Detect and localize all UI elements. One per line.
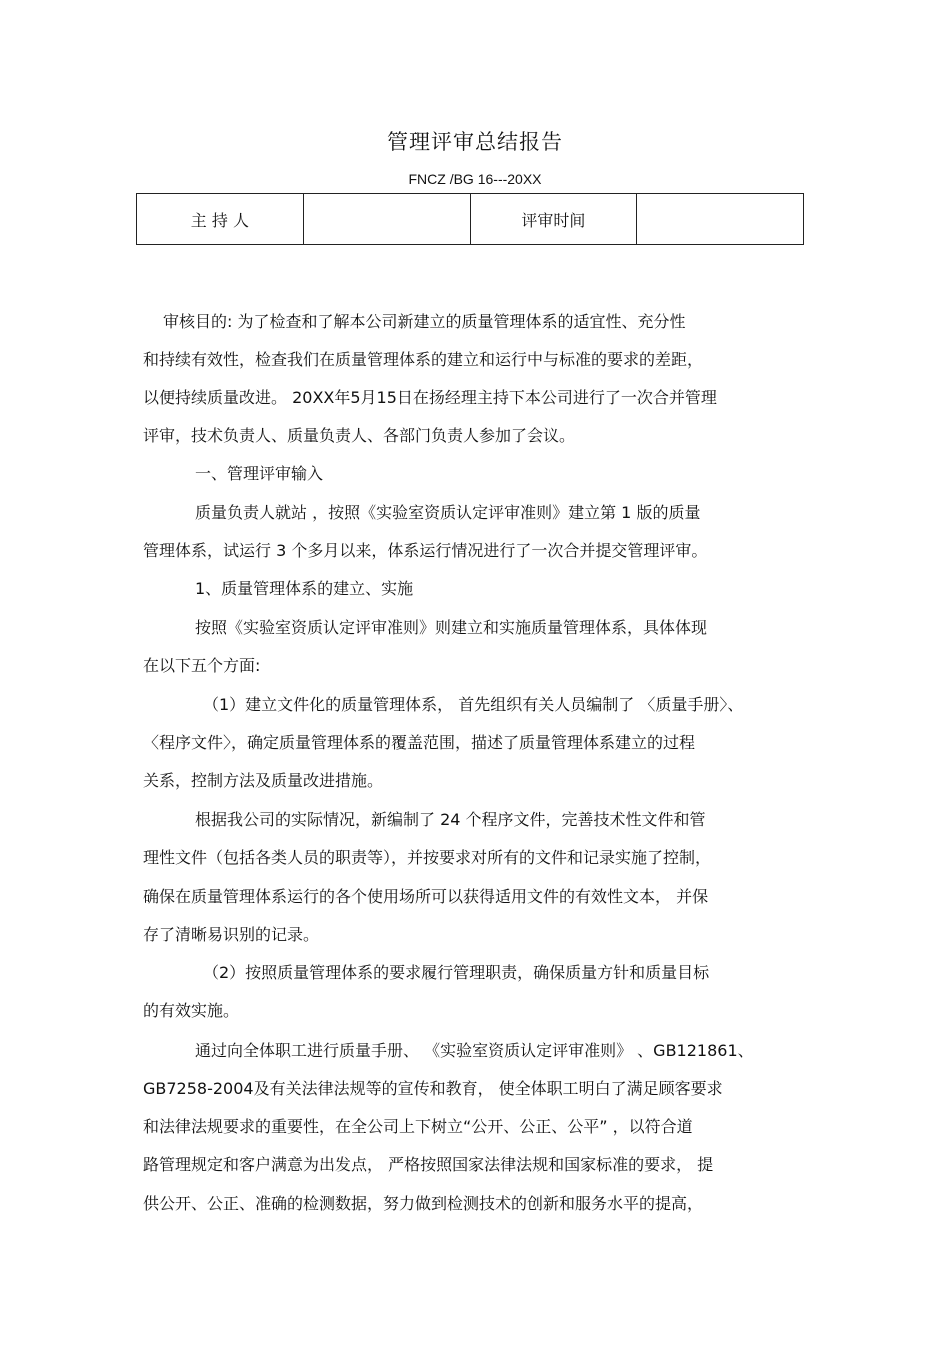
body-line: 确保在质量管理体系运行的各个使用场所可以获得适用文件的有效性文本， 并保 [143, 887, 709, 906]
body-line: （1）建立文件化的质量管理体系， 首先组织有关人员编制了 〈质量手册〉、 [203, 695, 744, 714]
host-label: 主 持 人 [137, 194, 304, 245]
body-line: 通过向全体职工进行质量手册、 《实验室资质认定评审准则》 、GB121861、 [195, 1041, 754, 1060]
host-value-cell [303, 194, 470, 245]
body-line: （2）按照质量管理体系的要求履行管理职责，确保质量方针和质量目标 [203, 963, 710, 982]
body-line: 理性文件（包括各类人员的职责等），并按要求对所有的文件和记录实施了控制， [143, 848, 712, 867]
body-line: 评审，技术负责人、质量负责人、各部门负责人参加了会议。 [143, 426, 576, 445]
body-line: 的有效实施。 [143, 1001, 240, 1020]
document-title: 管理评审总结报告 [387, 130, 563, 154]
body-line: 存了清晰易识别的记录。 [143, 925, 320, 944]
body-line: 和持续有效性，检查我们在质量管理体系的建立和运行中与标准的要求的差距， [143, 350, 704, 369]
body-line: 管理体系，试运行 3 个多月以来，体系运行情况进行了一次合并提交管理评审。 [143, 541, 708, 560]
body-line: 根据我公司的实际情况，新编制了 24 个程序文件，完善技术性文件和管 [195, 810, 706, 829]
body-line: 和法律法规要求的重要性，在全公司上下树立“公开、公正、公平” ，以符合道 [143, 1117, 693, 1136]
body-line: 供公开、公正、准确的检测数据，努力做到检测技术的创新和服务水平的提高， [143, 1194, 704, 1213]
body-line: 〈程序文件〉，确定质量管理体系的覆盖范围，描述了质量管理体系建立的过程 [143, 733, 696, 752]
header-table-row [137, 194, 804, 245]
body-line: 关系，控制方法及质量改进措施。 [143, 771, 384, 790]
body-line: 路管理规定和客户满意为出发点， 严格按照国家法律法规和国家标准的要求， 提 [143, 1155, 714, 1174]
body-line: GB7258-2004及有关法律法规等的宣传和教育， 使全体职工明白了满足顾客要求 [143, 1079, 723, 1098]
body-line: 按照《实验室资质认定评审准则》则建立和实施质量管理体系，具体体现 [195, 618, 708, 637]
document-number: FNCZ /BG 16---20XX [408, 171, 542, 187]
review-time-label: 评审时间 [470, 194, 637, 245]
body-line: 审核目的: 为了检查和了解本公司新建立的质量管理体系的适宜性、充分性 [163, 312, 686, 331]
review-time-value-cell [637, 194, 804, 245]
section-heading: 一、管理评审输入 [195, 464, 324, 483]
body-line: 以便持续质量改进。 20XX年5月15日在扬经理主持下本公司进行了一次合并管理 [143, 388, 717, 407]
body-line: 质量负责人就站 ，按照《实验室资质认定评审准则》建立第 1 版的质量 [195, 503, 701, 522]
body-line: 在以下五个方面: [143, 656, 261, 675]
header-table [136, 193, 804, 245]
subsection-heading: 1、质量管理体系的建立、实施 [195, 579, 414, 598]
